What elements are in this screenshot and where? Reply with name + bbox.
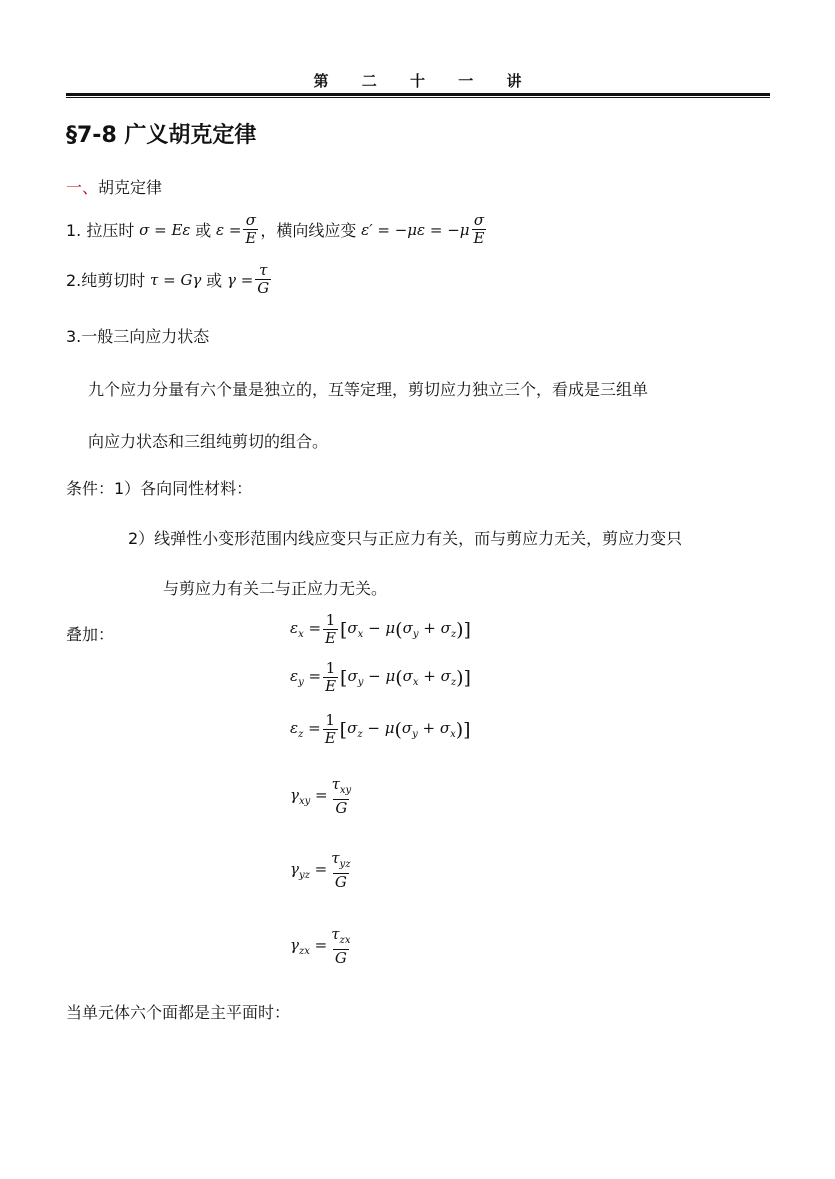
formula-gamma-zx: $\gamma_{zx}$ = $\frac{\tau_{zx}}{G}$ — [290, 925, 351, 967]
fraction-tau-over-g: $\frac{\tau}{G}$ — [257, 261, 270, 297]
header-char: 讲 — [506, 72, 522, 90]
fraction-sigma-over-e-2: $\frac{\sigma}{E}$ — [473, 211, 485, 247]
formula-hooke-tension: σ = Eε — [134, 220, 196, 239]
formula-strain: ε = — [211, 220, 242, 239]
formula-lateral-strain: ε′ = −με = −μ — [356, 220, 470, 239]
formula-gamma-xy: $\gamma_{xy}$ = $\frac{\tau_{xy}}{G}$ — [290, 775, 352, 817]
item1-or: 或 — [195, 221, 212, 240]
fraction-sigma-over-e: $\frac{\sigma}{E}$ — [245, 211, 257, 247]
condition-3: 与剪应力有关二与正应力无关。 — [163, 579, 388, 598]
formula-shear-strain: γ = — [222, 270, 254, 289]
item2-prefix: 2.纯剪切时 — [66, 271, 146, 290]
subsection-heading — [66, 175, 162, 198]
header-char: 一 — [458, 72, 474, 90]
header-rule-thick — [66, 93, 770, 96]
lecture-header — [0, 70, 835, 91]
formula-epsilon-z: $\varepsilon_z$ = $\frac{1}{E}$ [ $\sigma_z - \mu$ ( $\sigma_y + \sigma_x$ )] — [290, 711, 471, 747]
superposition-label: 叠加： — [66, 625, 115, 644]
header-char: 第 — [313, 72, 329, 90]
item1-prefix: 1. 拉压时 — [66, 221, 135, 240]
item-tension — [66, 212, 488, 247]
header-char: 十 — [409, 72, 425, 90]
condition-2: 2）线弹性小变形范围内线应变只与正应力有关，而与剪应力无关，剪应力变只 — [128, 529, 683, 548]
header-rule-thin — [66, 97, 770, 98]
formula-hooke-shear: τ = Gγ — [145, 270, 207, 289]
paragraph-line-1: 九个应力分量有六个量是独立的，互等定理，剪切应力独立三个，看成是三组单 — [88, 380, 649, 399]
header-char: 二 — [361, 72, 377, 90]
item-triaxial: 3.一般三向应力状态 — [66, 327, 210, 346]
principal-plane-line: 当单元体六个面都是主平面时： — [66, 1003, 291, 1022]
section-title: §7-8 广义胡克定律 — [66, 123, 257, 148]
condition-1: 条件：1）各向同性材料： — [66, 479, 253, 498]
formula-epsilon-x: $\varepsilon_x$ = $\frac{1}{E}$ [ $\sigma_x - \mu$ ( $\sigma_y + \sigma_z$ )] — [290, 611, 471, 647]
formula-epsilon-y: $\varepsilon_y$ = $\frac{1}{E}$ [ $\sigma_y - \mu$ ( $\sigma_x + \sigma_z$ )] — [290, 659, 471, 695]
item-shear — [66, 262, 273, 297]
item2-or: 或 — [206, 271, 223, 290]
paragraph-line-2: 向应力状态和三组纯剪切的组合。 — [88, 432, 329, 451]
formula-gamma-yz: $\gamma_{yz}$ = $\frac{\tau_{yz}}{G}$ — [290, 849, 351, 891]
subsection-mark: 一、 — [66, 178, 99, 197]
subsection-label: 胡克定律 — [98, 178, 163, 197]
item1-comma: ，横向线应变 — [260, 221, 357, 240]
